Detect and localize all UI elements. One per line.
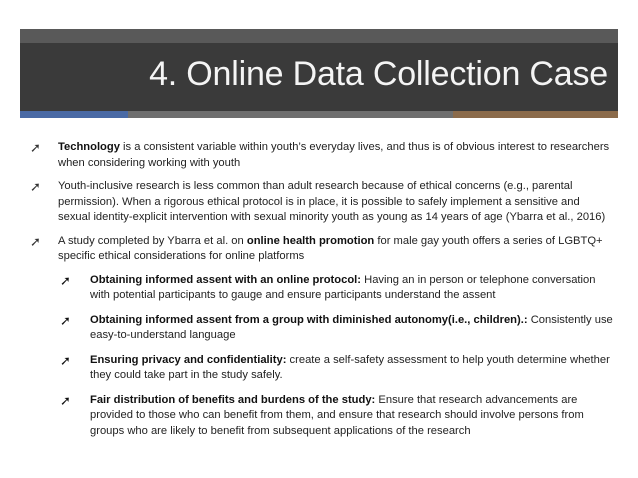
slide-title: 4. Online Data Collection Case: [149, 55, 608, 93]
bullet-text: is a consistent variable within youth’s everyday lives, and thus is of obvious interest to researchers when considering working with youth: [58, 141, 610, 169]
bullet-item: [24, 179, 614, 226]
sub-bullet-item: [24, 353, 614, 384]
arrow-bullet-icon: ➚: [30, 233, 41, 249]
bullet-text-pre: A study completed by Ybarra et al. on: [58, 234, 247, 247]
slide-body: [24, 140, 614, 448]
sub-bullet-bold-text: Ensuring privacy and confidentiality:: [90, 353, 287, 366]
bullet-bold-text: Technology: [58, 141, 120, 153]
sub-bullet-item: [24, 393, 614, 440]
arrow-bullet-icon: ➚: [60, 352, 71, 368]
arrow-bullet-icon: ➚: [60, 312, 71, 328]
arrow-bullet-icon: ➚: [60, 272, 71, 288]
sub-bullet-text: Consistently use easy-to-understand language: [90, 313, 613, 341]
bullet-item: [24, 234, 614, 265]
sub-bullet-text: create a self-safety assessment to help youth determine whether they could take part in the study safely.: [90, 353, 610, 381]
bullet-text: Youth-inclusive research is less common than adult research because of ethical concerns (e.g., parental permission). When a rigorous ethical protocol is in place, it is possible to safely implement a sensitive and sexual identity-explicit intervention with sexual minority youth as young as 14 years of age (Ybarra et al., 2016): [58, 180, 606, 223]
arrow-bullet-icon: ➚: [30, 179, 41, 194]
sub-bullet-item: [24, 273, 614, 304]
accent-bar: [20, 111, 618, 118]
bullet-item: [24, 140, 614, 171]
sub-bullet-text: Having an in person or telephone conversation with potential participants to gauge and ensure participants understand the assent: [90, 273, 596, 301]
arrow-bullet-icon: ➚: [30, 140, 41, 155]
accent-segment-brown: [453, 111, 618, 118]
accent-segment-gray: [128, 111, 453, 118]
sub-bullet-item: [24, 313, 614, 344]
sub-bullet-bold-text: Obtaining informed assent from a group with diminished autonomy(i.e., children).:: [90, 313, 528, 326]
accent-segment-blue: [20, 111, 128, 118]
sub-bullet-bold-text: Obtaining informed assent with an online protocol:: [90, 273, 361, 286]
bullet-bold-text: online health promotion: [246, 234, 375, 247]
sub-bullet-bold-text: Fair distribution of benefits and burdens of the study:: [90, 393, 376, 406]
bullet-text-post: for male gay youth offers a series of LGBTQ+ specific ethical considerations for online platforms: [58, 234, 603, 262]
title-band: [20, 29, 618, 111]
sub-bullet-text: Ensure that research advancements are provided to those who can benefit from them, and ensure that research should involve persons from groups who are likely to benefit from subsequent applications of the research: [90, 393, 584, 437]
arrow-bullet-icon: ➚: [60, 392, 71, 408]
